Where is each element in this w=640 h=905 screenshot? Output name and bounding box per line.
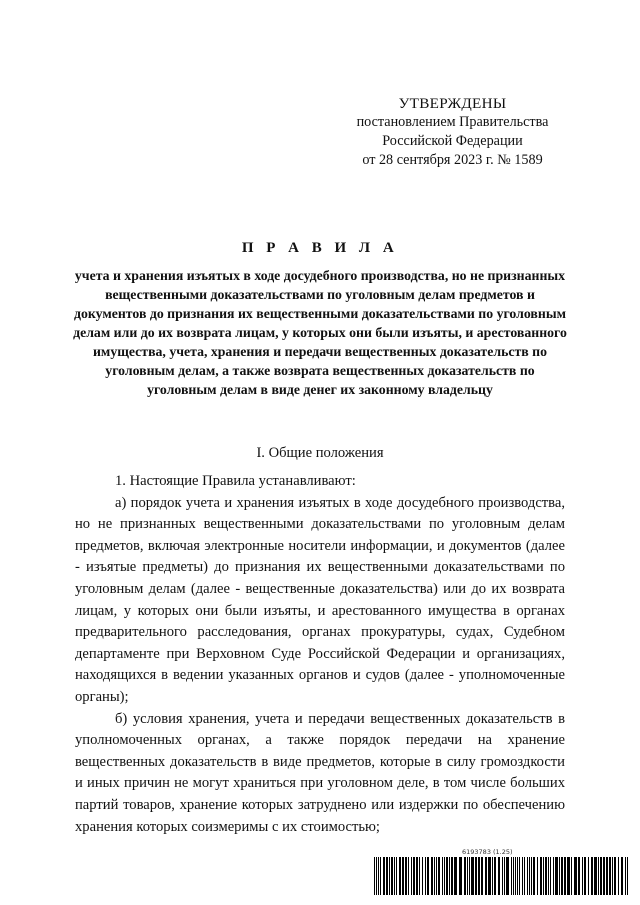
barcode-bar (625, 857, 626, 895)
barcode-bar (537, 857, 538, 895)
section-heading: I. Общие положения (256, 445, 384, 461)
barcode-bar (471, 857, 474, 895)
barcode-bar (603, 857, 605, 895)
paragraph-1: 1. Настоящие Правила устанавливают: (115, 473, 356, 489)
barcode-bar (374, 857, 375, 895)
barcode-bar (574, 857, 577, 895)
barcode-bar (394, 857, 395, 895)
barcode-bar (567, 857, 570, 895)
barcode-bar (446, 857, 448, 895)
barcode-bar (431, 857, 433, 895)
barcode-bar (543, 857, 544, 895)
barcode-bar (594, 857, 597, 895)
barcode-bar (464, 857, 466, 895)
barcode-bar (524, 857, 525, 895)
barcode-bar (427, 857, 429, 895)
barcode-label: 6193783 (1.25) (462, 848, 513, 856)
barcode-bar (488, 857, 491, 895)
document-title: П Р А В И Л А (241, 240, 399, 256)
barcode-bar (550, 857, 551, 895)
barcode-bar (588, 857, 589, 895)
barcode-bar (485, 857, 487, 895)
barcode-bar (422, 857, 423, 895)
barcode-bar (545, 857, 547, 895)
barcode-bar (419, 857, 420, 895)
barcode-bar (449, 857, 450, 895)
barcode-bar (498, 857, 500, 895)
barcode-bar (492, 857, 493, 895)
barcode (374, 848, 632, 896)
barcode-bar (425, 857, 426, 895)
barcode-bar (438, 857, 440, 895)
barcode-bar (614, 857, 616, 895)
barcode-bar (517, 857, 518, 895)
barcode-bar (555, 857, 558, 895)
barcode-bar (519, 857, 520, 895)
barcode-bar (494, 857, 496, 895)
barcode-bar (386, 857, 388, 895)
barcode-bar (571, 857, 572, 895)
barcode-bar (598, 857, 599, 895)
barcode-bar (612, 857, 613, 895)
barcode-bar (416, 857, 418, 895)
approval-line-3: от 28 сентября 2023 г. № 1589 (362, 152, 543, 168)
barcode-bar (391, 857, 393, 895)
barcode-bar (606, 857, 608, 895)
barcode-bar (442, 857, 443, 895)
barcode-bar (383, 857, 385, 895)
barcode-bar (561, 857, 563, 895)
barcode-bar (506, 857, 509, 895)
barcode-bar (408, 857, 409, 895)
paragraph-b: б) условия хранения, учета и передачи вещественных доказательств в уполномоченных органах, а также порядок передачи на хранение вещественных доказательств в виде предметов, которые в силу громоздкости и иных причин не могут храниться при уголовном деле, в том числе больших партий товаров, хранение которых затруднено или издержки по обеспечению хранения которых соизмеримы с их стоимостью; (75, 710, 565, 835)
barcode-bar (529, 857, 530, 895)
document-body (75, 471, 565, 838)
barcode-bar (444, 857, 445, 895)
barcode-bar (504, 857, 505, 895)
barcode-bar (399, 857, 401, 895)
barcode-bar (405, 857, 407, 895)
barcode-bar (513, 857, 514, 895)
barcode-bar (553, 857, 554, 895)
barcode-bar (459, 857, 462, 895)
barcode-bar (600, 857, 602, 895)
barcode-bar (582, 857, 583, 895)
approval-block (340, 94, 565, 170)
barcode-bar (478, 857, 480, 895)
barcode-bar (467, 857, 468, 895)
barcode-bar (396, 857, 397, 895)
barcode-bar (548, 857, 549, 895)
approval-line-1: постановлением Правительства (356, 114, 549, 130)
barcode-bar (469, 857, 470, 895)
barcode-bar (559, 857, 560, 895)
barcode-bar (609, 857, 611, 895)
barcode-bar (540, 857, 542, 895)
paragraph-a: а) порядок учета и хранения изъятых в ходе досудебного производства, но не признанных вещественными доказательствами по уголовным делам предметов, включая электронные носители информации, и документов (далее - изъятые предметы) до признания их вещественными доказательствами по уголовным делам (далее - вещественные доказательства) или до их возврата лицам, у которых они были изъяты, и арестованного имущества в органах предварительного расследования, органах прокуратуры, судах, Судебном департаменте при Верховном Суде Российской Федерации и организациях, находящихся в ведении указанных органов и судов (далее - уполномоченные органы); (75, 494, 565, 705)
barcode-bar (627, 857, 628, 895)
barcode-bar (481, 857, 483, 895)
barcode-bar (434, 857, 435, 895)
barcode-bars (374, 857, 632, 895)
barcode-bar (527, 857, 528, 895)
barcode-bar (378, 857, 379, 895)
barcode-bar (402, 857, 404, 895)
barcode-bar (564, 857, 566, 895)
barcode-bar (380, 857, 381, 895)
barcode-bar (584, 857, 586, 895)
barcode-bar (436, 857, 437, 895)
approval-heading: УТВЕРЖДЕНЫ (398, 95, 507, 112)
barcode-bar (511, 857, 512, 895)
barcode-bar (451, 857, 453, 895)
barcode-bar (533, 857, 535, 895)
barcode-bar (475, 857, 477, 895)
barcode-bar (454, 857, 457, 895)
barcode-bar (578, 857, 580, 895)
barcode-bar (502, 857, 503, 895)
barcode-bar (531, 857, 532, 895)
barcode-bar (515, 857, 516, 895)
barcode-bar (621, 857, 623, 895)
barcode-bar (618, 857, 619, 895)
barcode-bar (413, 857, 415, 895)
document-subtitle: учета и хранения изъятых в ходе досудебного производства, но не признанных вещественными доказательствами по уголовным делам предметов и документов до признания их вещественными доказательствами по уголовным делам или до их возврата лицам, у которых они были изъяты, и арестованного имущества, учета, хранения и передачи вещественных доказательств по уголовным делам, а также возврата вещественных доказательств по уголовным делам в виде денег их законному владельцу (73, 268, 567, 397)
barcode-bar (522, 857, 523, 895)
approval-line-2: Российской Федерации (382, 133, 523, 149)
barcode-bar (376, 857, 377, 895)
barcode-bar (411, 857, 412, 895)
barcode-bar (591, 857, 593, 895)
barcode-bar (389, 857, 390, 895)
